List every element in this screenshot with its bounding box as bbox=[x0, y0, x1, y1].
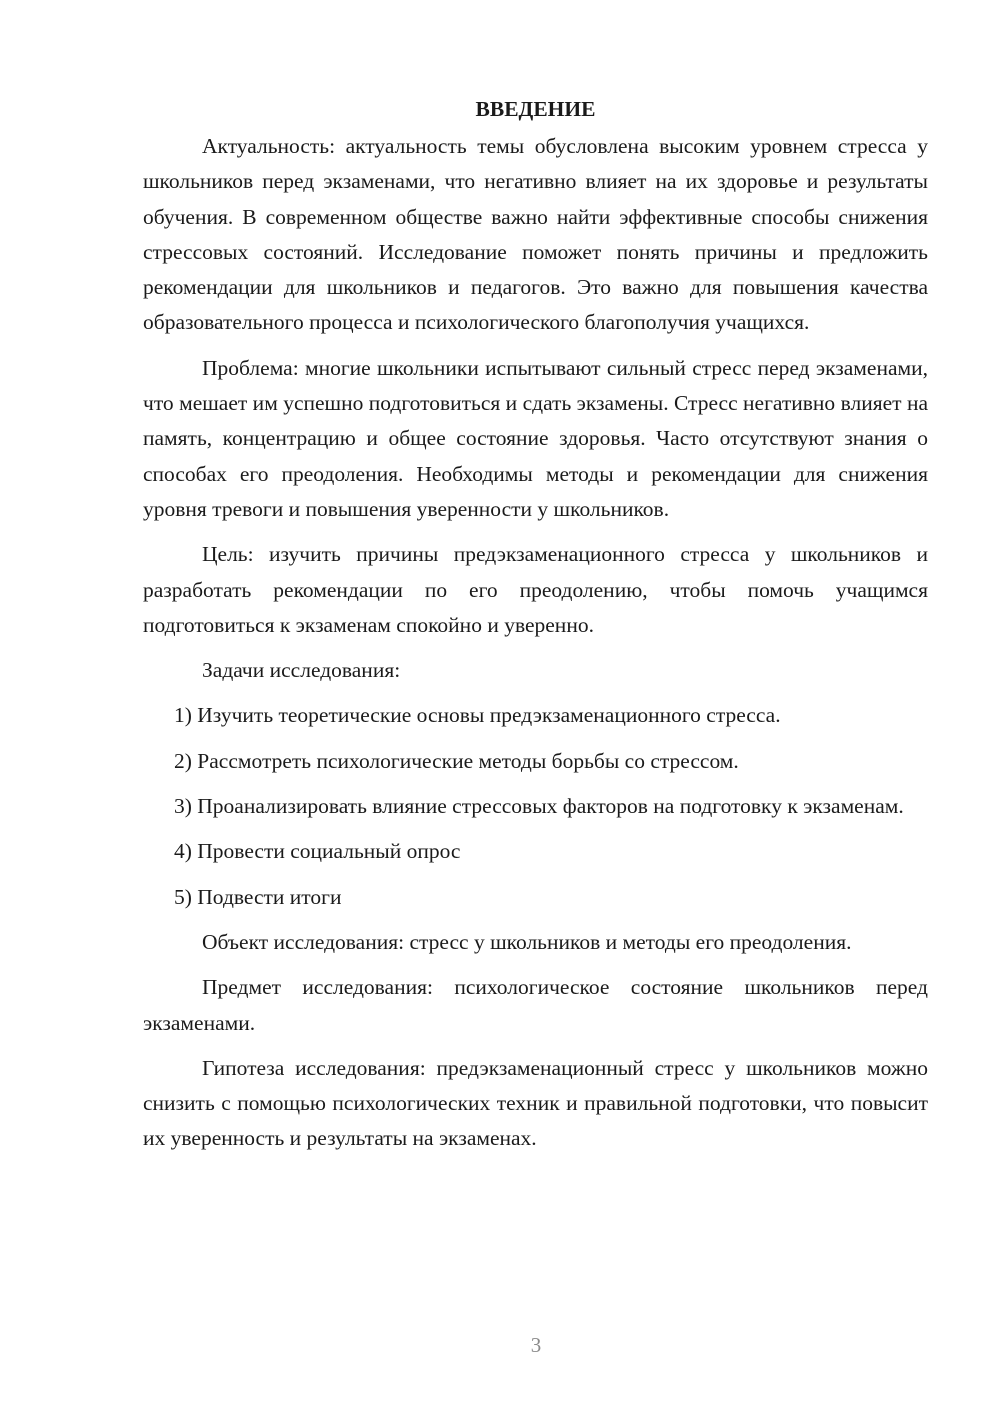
section-title: ВВЕДЕНИЕ bbox=[475, 97, 596, 121]
document-page bbox=[143, 92, 928, 1167]
tasks-heading: Задачи исследования: bbox=[202, 658, 401, 683]
task-item-4: 4) Провести социальный опрос bbox=[174, 839, 461, 864]
task-item-5: 5) Подвести итоги bbox=[174, 884, 342, 909]
page-number: 3 bbox=[530, 1333, 542, 1357]
paragraph-relevance: Актуальность: актуальность темы обусловлена высоким уровнем стресса у школьников перед экзаменами, что негативно влияет на их здоровье и результаты обучения. В современном обществе важно найти эффективные способы снижения стрессовых состояний. Исследование поможет понять причины и предложить рекомендации для школьников и педагогов. Это важно для повышения качества образовательного процесса и психологического благополучия учащихся. bbox=[143, 134, 928, 335]
task-item-3: 3) Проанализировать влияние стрессовых факторов на подготовку к экзаменам. bbox=[174, 794, 904, 819]
task-item-1: 1) Изучить теоретические основы предэкзаменационного стресса. bbox=[174, 703, 781, 728]
paragraph-goal: Цель: изучить причины предэкзаменационного стресса у школьников и разработать рекомендации по его преодолению, чтобы помочь учащимся подготовиться к экзаменам спокойно и уверенно. bbox=[143, 542, 928, 637]
task-item-2: 2) Рассмотреть психологические методы борьбы со стрессом. bbox=[174, 748, 739, 773]
paragraph-object: Объект исследования: стресс у школьников и методы его преодоления. bbox=[202, 929, 852, 954]
paragraph-problem: Проблема: многие школьники испытывают сильный стресс перед экзаменами, что мешает им успешно подготовиться и сдать экзамены. Стресс негативно влияет на память, концентрацию и общее состояние здоровья. Часто отсутствуют знания о способах его преодоления. Необходимы методы и рекомендации для снижения уровня тревоги и повышения уверенности у школьников. bbox=[143, 355, 928, 521]
paragraph-subject: Предмет исследования: психологическое состояние школьников перед экзаменами. bbox=[143, 975, 928, 1035]
paragraph-hypothesis: Гипотеза исследования: предэкзаменационный стресс у школьников можно снизить с помощью психологических техник и правильной подготовки, что повысит их уверенность и результаты на экзаменах. bbox=[143, 1055, 928, 1151]
